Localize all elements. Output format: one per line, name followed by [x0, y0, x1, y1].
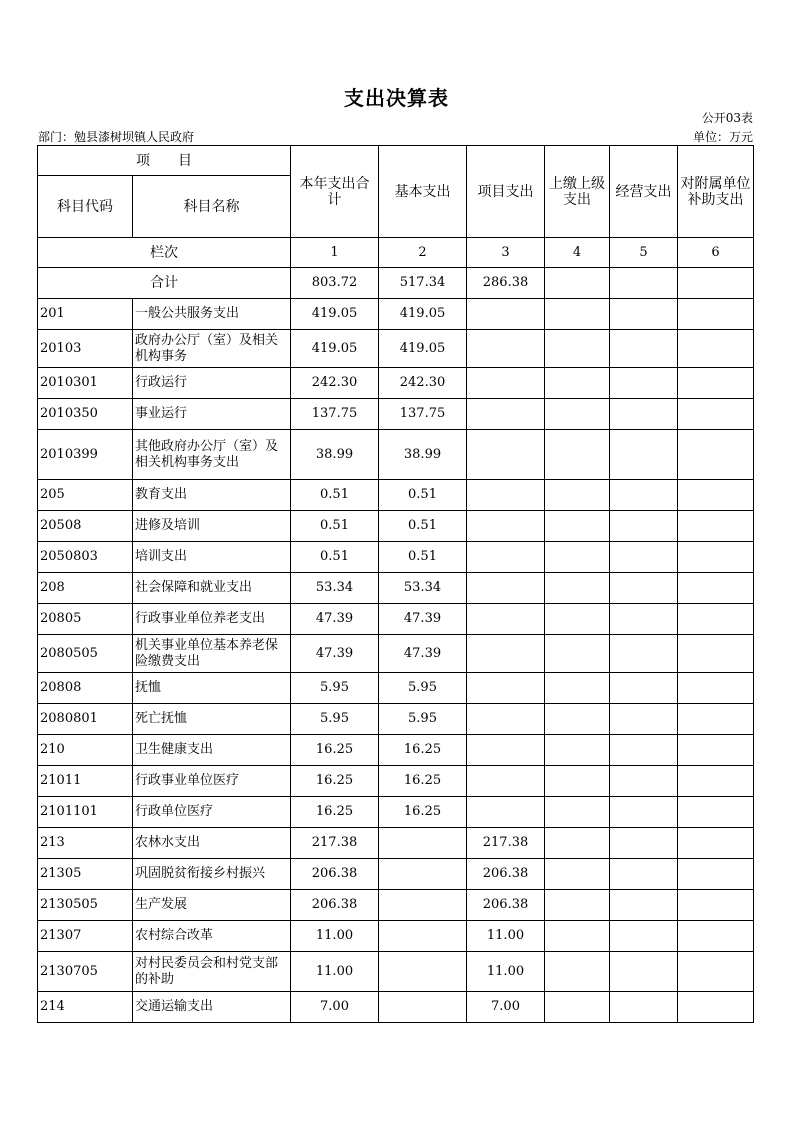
- index-cell: 6: [678, 238, 754, 268]
- subject-name-cell: 一般公共服务支出: [133, 299, 291, 330]
- empty-cell: [678, 268, 754, 299]
- basic-cell: 137.75: [379, 399, 467, 430]
- project-cell: [467, 704, 545, 735]
- basic-cell: 242.30: [379, 368, 467, 399]
- business-cell: [610, 368, 678, 399]
- total-cell: 11.00: [291, 921, 379, 952]
- subject-name-cell: 死亡抚恤: [133, 704, 291, 735]
- upper-cell: [545, 859, 610, 890]
- business-cell: [610, 952, 678, 992]
- total-cell: 419.05: [291, 330, 379, 368]
- subject-name-cell: 生产发展: [133, 890, 291, 921]
- project-cell: [467, 673, 545, 704]
- basic-cell: 16.25: [379, 735, 467, 766]
- business-cell: [610, 399, 678, 430]
- subject-code-cell: 2130505: [38, 890, 133, 921]
- total-cell: 16.25: [291, 797, 379, 828]
- subject-name-cell: 社会保障和就业支出: [133, 573, 291, 604]
- subject-name-cell: 机关事业单位基本养老保险缴费支出: [133, 635, 291, 673]
- expenditure-table: [37, 145, 754, 1023]
- subsidy-cell: [678, 480, 754, 511]
- total-cell: 16.25: [291, 766, 379, 797]
- table-row: [38, 921, 754, 952]
- table-code: 公开03表: [701, 111, 753, 125]
- subsidy-cell: [678, 673, 754, 704]
- subsidy-cell: [678, 828, 754, 859]
- subject-name-cell: 农村综合改革: [133, 921, 291, 952]
- subsidy-cell: [678, 952, 754, 992]
- basic-cell: 16.25: [379, 766, 467, 797]
- basic-cell: 0.51: [379, 480, 467, 511]
- upper-header: 上缴上级支出: [545, 146, 610, 238]
- table-row: [38, 735, 754, 766]
- subject-code-cell: 213: [38, 828, 133, 859]
- subject-name-cell: 行政事业单位医疗: [133, 766, 291, 797]
- table-row: [38, 992, 754, 1023]
- page-title: 支出决算表: [344, 86, 449, 110]
- unit-label: 单位：万元: [692, 130, 753, 144]
- total-cell: 217.38: [291, 828, 379, 859]
- subject-name-cell: 巩固脱贫衔接乡村振兴: [133, 859, 291, 890]
- subject-code-cell: 2101101: [38, 797, 133, 828]
- subject-code-cell: 21305: [38, 859, 133, 890]
- subject-name-cell: 行政运行: [133, 368, 291, 399]
- table-row: [38, 430, 754, 480]
- upper-cell: [545, 673, 610, 704]
- project-cell: 11.00: [467, 952, 545, 992]
- business-cell: [610, 635, 678, 673]
- subsidy-cell: [678, 859, 754, 890]
- upper-cell: [545, 704, 610, 735]
- subject-code-cell: 2130705: [38, 952, 133, 992]
- subject-name-header: 科目名称: [133, 176, 291, 238]
- table-row: [38, 542, 754, 573]
- subsidy-cell: [678, 542, 754, 573]
- subject-name-cell: 教育支出: [133, 480, 291, 511]
- subsidy-cell: [678, 704, 754, 735]
- project-cell: [467, 735, 545, 766]
- subsidy-cell: [678, 573, 754, 604]
- project-header: 项目支出: [467, 146, 545, 238]
- empty-cell: [545, 268, 610, 299]
- total-header: 本年支出合计: [291, 146, 379, 238]
- upper-cell: [545, 604, 610, 635]
- subject-code-cell: 2080801: [38, 704, 133, 735]
- total-cell: 47.39: [291, 604, 379, 635]
- total-cell: 242.30: [291, 368, 379, 399]
- table-row: [38, 511, 754, 542]
- subsidy-cell: [678, 992, 754, 1023]
- subject-name-cell: 农林水支出: [133, 828, 291, 859]
- table-row: [38, 673, 754, 704]
- total-row-total: 803.72: [291, 268, 379, 299]
- index-cell: 4: [545, 238, 610, 268]
- subsidy-cell: [678, 797, 754, 828]
- subsidy-cell: [678, 299, 754, 330]
- table-row: [38, 573, 754, 604]
- total-cell: 0.51: [291, 542, 379, 573]
- upper-cell: [545, 368, 610, 399]
- total-cell: 38.99: [291, 430, 379, 480]
- upper-cell: [545, 480, 610, 511]
- basic-cell: [379, 952, 467, 992]
- index-label: 栏次: [38, 238, 291, 268]
- table-row: [38, 859, 754, 890]
- subject-code-cell: 210: [38, 735, 133, 766]
- total-cell: 419.05: [291, 299, 379, 330]
- subject-name-cell: 抚恤: [133, 673, 291, 704]
- upper-cell: [545, 766, 610, 797]
- subsidy-cell: [678, 766, 754, 797]
- business-cell: [610, 859, 678, 890]
- upper-cell: [545, 921, 610, 952]
- subsidy-cell: [678, 604, 754, 635]
- project-cell: [467, 430, 545, 480]
- basic-cell: 16.25: [379, 797, 467, 828]
- index-cell: 1: [291, 238, 379, 268]
- subject-name-cell: 交通运输支出: [133, 992, 291, 1023]
- basic-cell: 5.95: [379, 704, 467, 735]
- subject-code-cell: 2050803: [38, 542, 133, 573]
- upper-cell: [545, 890, 610, 921]
- business-cell: [610, 299, 678, 330]
- project-cell: [467, 797, 545, 828]
- project-cell: [467, 635, 545, 673]
- project-cell: [467, 542, 545, 573]
- basic-cell: 47.39: [379, 604, 467, 635]
- total-cell: 5.95: [291, 673, 379, 704]
- upper-cell: [545, 330, 610, 368]
- subject-name-cell: 培训支出: [133, 542, 291, 573]
- subject-name-cell: 政府办公厅（室）及相关机构事务: [133, 330, 291, 368]
- table-row: [38, 828, 754, 859]
- business-cell: [610, 766, 678, 797]
- project-cell: [467, 573, 545, 604]
- project-cell: [467, 480, 545, 511]
- total-cell: 7.00: [291, 992, 379, 1023]
- subject-code-cell: 2080505: [38, 635, 133, 673]
- total-cell: 5.95: [291, 704, 379, 735]
- upper-cell: [545, 542, 610, 573]
- business-cell: [610, 673, 678, 704]
- project-cell: [467, 604, 545, 635]
- upper-cell: [545, 635, 610, 673]
- project-cell: [467, 299, 545, 330]
- table-row: [38, 890, 754, 921]
- total-cell: 206.38: [291, 890, 379, 921]
- table-row: [38, 635, 754, 673]
- subsidy-cell: [678, 430, 754, 480]
- subject-name-cell: 卫生健康支出: [133, 735, 291, 766]
- table-row: [38, 797, 754, 828]
- business-cell: [610, 330, 678, 368]
- total-cell: 0.51: [291, 511, 379, 542]
- subject-name-cell: 进修及培训: [133, 511, 291, 542]
- upper-cell: [545, 735, 610, 766]
- table-row: [38, 766, 754, 797]
- business-cell: [610, 797, 678, 828]
- upper-cell: [545, 573, 610, 604]
- item-group-header: 项 目: [38, 146, 291, 176]
- basic-cell: 47.39: [379, 635, 467, 673]
- subsidy-cell: [678, 330, 754, 368]
- business-cell: [610, 890, 678, 921]
- table-row: [38, 299, 754, 330]
- subject-name-cell: 其他政府办公厅（室）及相关机构事务支出: [133, 430, 291, 480]
- table-row: [38, 330, 754, 368]
- empty-cell: [610, 268, 678, 299]
- subject-name-cell: 行政事业单位养老支出: [133, 604, 291, 635]
- upper-cell: [545, 992, 610, 1023]
- table-row: [38, 368, 754, 399]
- total-cell: 206.38: [291, 859, 379, 890]
- index-cell: 3: [467, 238, 545, 268]
- table-row: [38, 704, 754, 735]
- project-cell: [467, 766, 545, 797]
- basic-cell: 419.05: [379, 299, 467, 330]
- subject-code-cell: 2010399: [38, 430, 133, 480]
- subject-code-header: 科目代码: [38, 176, 133, 238]
- subject-code-cell: 20508: [38, 511, 133, 542]
- project-cell: [467, 399, 545, 430]
- subject-code-cell: 20808: [38, 673, 133, 704]
- total-cell: 137.75: [291, 399, 379, 430]
- project-cell: [467, 368, 545, 399]
- subsidy-cell: [678, 921, 754, 952]
- project-cell: 7.00: [467, 992, 545, 1023]
- upper-cell: [545, 399, 610, 430]
- business-cell: [610, 480, 678, 511]
- subject-name-cell: 事业运行: [133, 399, 291, 430]
- basic-cell: [379, 890, 467, 921]
- subsidy-cell: [678, 735, 754, 766]
- subsidy-cell: [678, 368, 754, 399]
- basic-cell: 0.51: [379, 511, 467, 542]
- subject-code-cell: 214: [38, 992, 133, 1023]
- upper-cell: [545, 952, 610, 992]
- business-header: 经营支出: [610, 146, 678, 238]
- upper-cell: [545, 797, 610, 828]
- business-cell: [610, 430, 678, 480]
- subject-code-cell: 208: [38, 573, 133, 604]
- basic-header: 基本支出: [379, 146, 467, 238]
- basic-cell: [379, 921, 467, 952]
- business-cell: [610, 992, 678, 1023]
- subject-code-cell: 2010301: [38, 368, 133, 399]
- subject-code-cell: 205: [38, 480, 133, 511]
- table-row: [38, 480, 754, 511]
- subject-code-cell: 20103: [38, 330, 133, 368]
- basic-cell: [379, 828, 467, 859]
- project-cell: 206.38: [467, 890, 545, 921]
- subject-name-cell: 行政单位医疗: [133, 797, 291, 828]
- business-cell: [610, 704, 678, 735]
- table-row: [38, 604, 754, 635]
- subject-code-cell: 21307: [38, 921, 133, 952]
- business-cell: [610, 921, 678, 952]
- project-cell: 206.38: [467, 859, 545, 890]
- upper-cell: [545, 828, 610, 859]
- business-cell: [610, 542, 678, 573]
- basic-cell: 38.99: [379, 430, 467, 480]
- total-cell: 47.39: [291, 635, 379, 673]
- project-cell: 217.38: [467, 828, 545, 859]
- index-cell: 5: [610, 238, 678, 268]
- basic-cell: 419.05: [379, 330, 467, 368]
- business-cell: [610, 735, 678, 766]
- subsidy-header: 对附属单位补助支出: [678, 146, 754, 238]
- subsidy-cell: [678, 635, 754, 673]
- subject-code-cell: 21011: [38, 766, 133, 797]
- basic-cell: [379, 859, 467, 890]
- subsidy-cell: [678, 511, 754, 542]
- subject-name-cell: 对村民委员会和村党支部的补助: [133, 952, 291, 992]
- total-cell: 0.51: [291, 480, 379, 511]
- total-row-project: 286.38: [467, 268, 545, 299]
- upper-cell: [545, 299, 610, 330]
- subject-code-cell: 2010350: [38, 399, 133, 430]
- upper-cell: [545, 511, 610, 542]
- table-row: [38, 952, 754, 992]
- business-cell: [610, 573, 678, 604]
- total-cell: 16.25: [291, 735, 379, 766]
- subsidy-cell: [678, 399, 754, 430]
- subject-code-cell: 20805: [38, 604, 133, 635]
- subsidy-cell: [678, 890, 754, 921]
- project-cell: [467, 511, 545, 542]
- business-cell: [610, 511, 678, 542]
- department-label: 部门：勉县漆树坝镇人民政府: [38, 130, 195, 144]
- business-cell: [610, 828, 678, 859]
- basic-cell: 0.51: [379, 542, 467, 573]
- subject-code-cell: 201: [38, 299, 133, 330]
- project-cell: 11.00: [467, 921, 545, 952]
- project-cell: [467, 330, 545, 368]
- basic-cell: [379, 992, 467, 1023]
- basic-cell: 5.95: [379, 673, 467, 704]
- total-row-label: 合计: [38, 268, 291, 299]
- table-row: [38, 399, 754, 430]
- business-cell: [610, 604, 678, 635]
- total-row-basic: 517.34: [379, 268, 467, 299]
- basic-cell: 53.34: [379, 573, 467, 604]
- total-cell: 11.00: [291, 952, 379, 992]
- upper-cell: [545, 430, 610, 480]
- index-cell: 2: [379, 238, 467, 268]
- total-cell: 53.34: [291, 573, 379, 604]
